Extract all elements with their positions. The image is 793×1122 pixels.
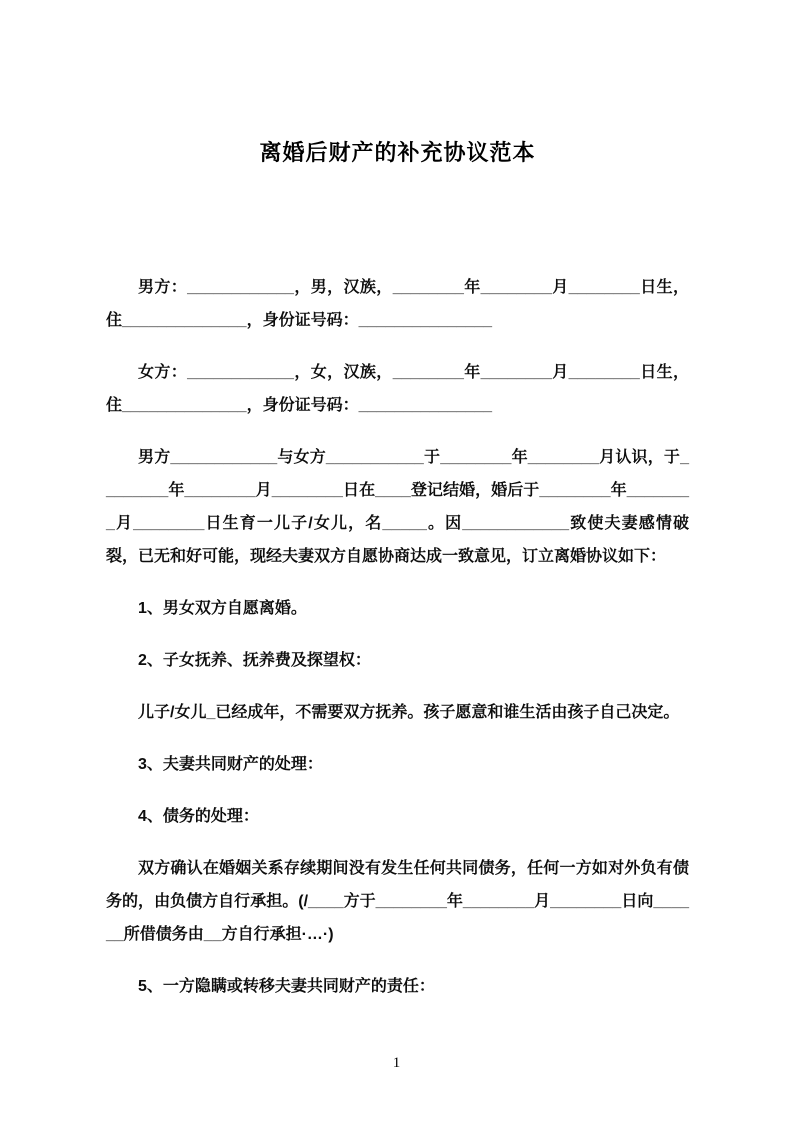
document-body [106, 271, 689, 1003]
page-number: 1 [392, 1055, 401, 1071]
paragraph-clause-2-detail: 儿子/女儿_已经成年，不需要双方抚养。孩子愿意和谁生活由孩子自己决定。 [138, 704, 680, 721]
paragraph-clause-1: 1、男女双方自愿离婚。 [138, 600, 307, 617]
paragraph-male-party-info: 男方：____________，男，汉族，________年________月________日生，住______________，身份证号码：_______________ [106, 279, 689, 329]
paragraph-female-party-info: 女方：____________，女，汉族，________年________月________日生，住______________，身份证号码：_______________ [106, 364, 689, 414]
document-title: 离婚后财产的补充协议范本 [259, 140, 536, 165]
paragraph-clause-4-detail: 双方确认在婚姻关系存续期间没有发生任何共同债务，任何一方如对外负有债务的，由负债方自行承担。(/____方于________年________月________日向______所借债务由__方自行承担·…·) [106, 860, 689, 943]
paragraph-clause-5: 5、一方隐瞒或转移夫妻共同财产的责任： [138, 978, 435, 995]
paragraph-marriage-history: 男方____________与女方___________于________年________月认识，于________年________月________日在____登记结婚，婚后于________年________月________日生育一儿子/女儿，名_____。因____________致使夫妻感情破裂，已无和好可能，现经夫妻双方自愿协商达成一致意见，订立离婚协议如下： [106, 449, 689, 565]
paragraph-clause-3: 3、夫妻共同财产的处理： [138, 756, 323, 773]
paragraph-clause-4: 4、债务的处理： [138, 808, 259, 825]
paragraph-clause-2: 2、子女抚养、抚养费及探望权： [138, 652, 371, 669]
